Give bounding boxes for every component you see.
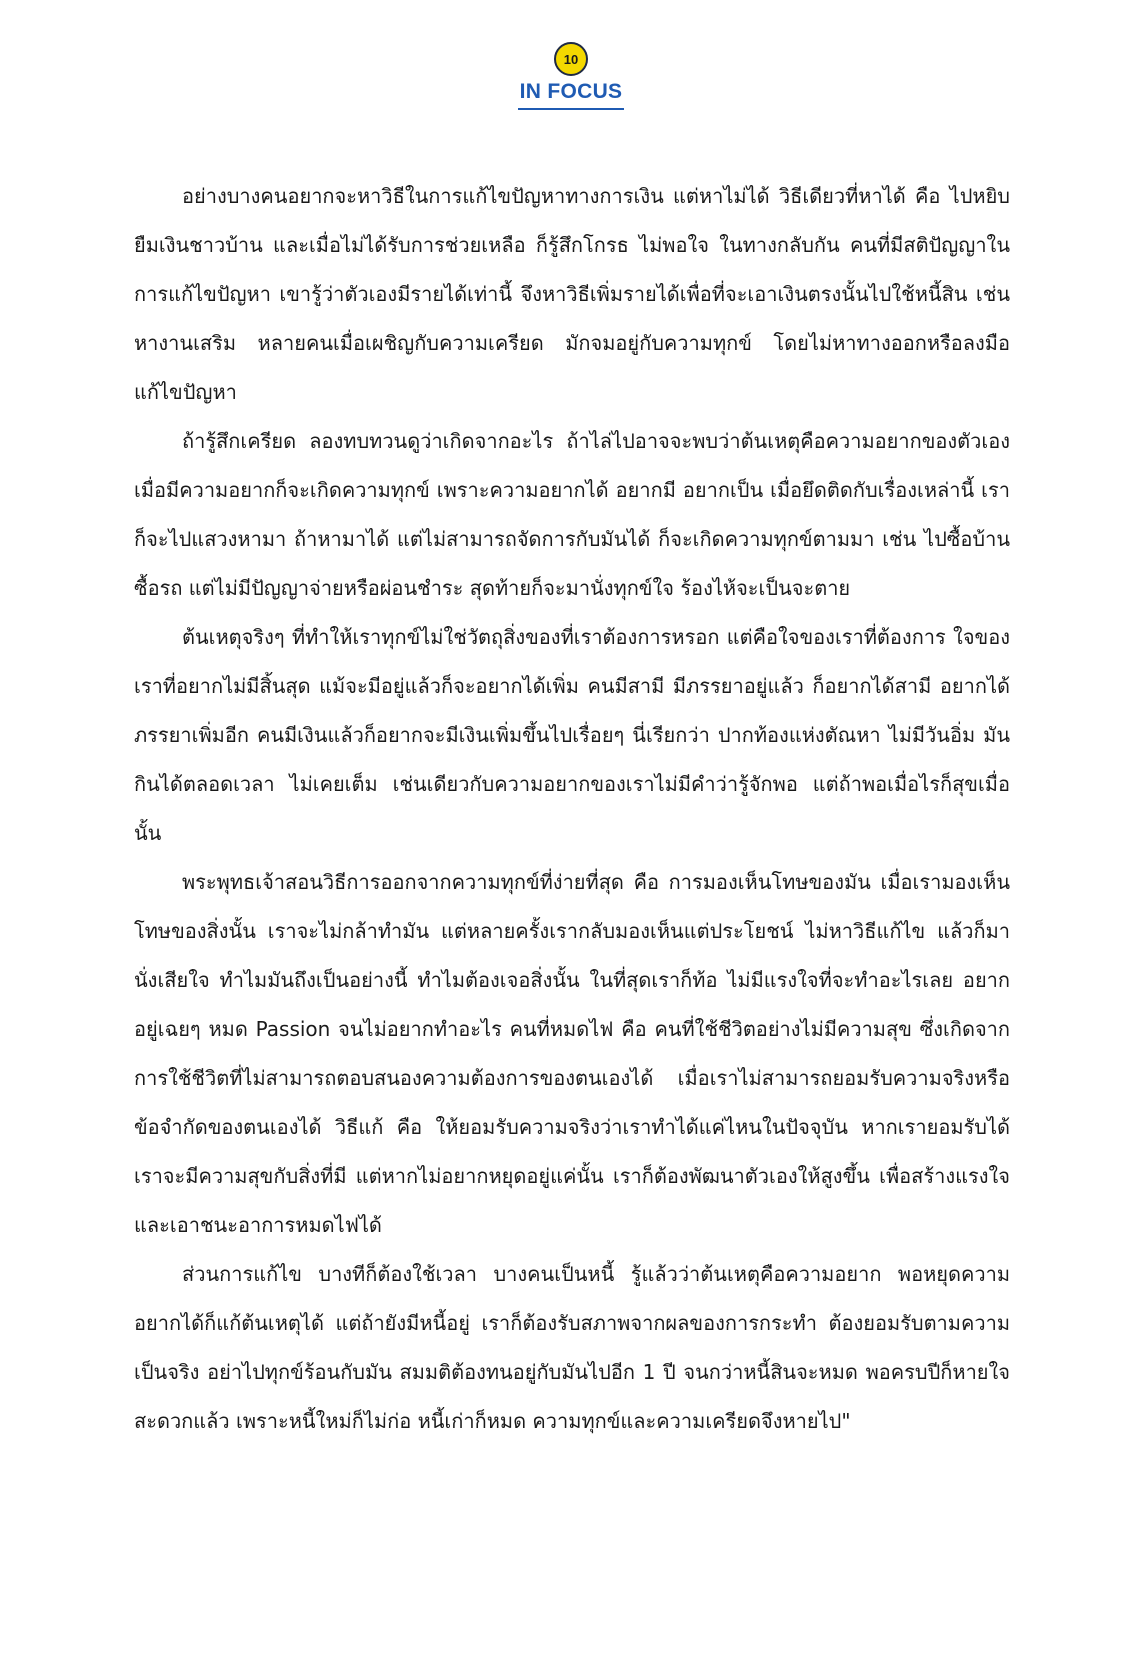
- section-title: IN FOCUS: [518, 80, 625, 110]
- page-header: [0, 42, 1142, 110]
- paragraph-3: ต้นเหตุจริงๆ ที่ทำให้เราทุกข์ไม่ใช่วัตถุสิ่งของที่เราต้องการหรอก แต่คือใจของเราที่ต้องการ ใจของเราที่อยากไม่มีสิ้นสุด แม้จะมีอยู่แล้วก็จะอยากได้เพิ่ม คนมีสามี มีภรรยาอยู่แล้ว ก็อยากได้สามี อยากได้ภรรยาเพิ่มอีก คนมีเงินแล้วก็อยากจะมีเงินเพิ่มขึ้นไปเรื่อยๆ นี่เรียกว่า ปากท้องแห่งตัณหา ไม่มีวันอิ่ม มันกินได้ตลอดเวลา ไม่เคยเต็ม เช่นเดียวกับความอยากของเราไม่มีคำว่ารู้จักพอ แต่ถ้าพอเมื่อไรก็สุขเมื่อนั้น: [134, 625, 1010, 845]
- paragraph-5: ส่วนการแก้ไข บางทีก็ต้องใช้เวลา บางคนเป็นหนี้ รู้แล้วว่าต้นเหตุคือความอยาก พอหยุดความอยากได้ก็แก้ต้นเหตุได้ แต่ถ้ายังมีหนี้อยู่ เราก็ต้องรับสภาพจากผลของการกระทำ ต้องยอมรับตามความเป็นจริง อย่าไปทุกข์ร้อนกับมัน สมมติต้องทนอยู่กับมันไปอีก 1 ปี จนกว่าหนี้สินจะหมด พอครบปีก็หายใจสะดวกแล้ว เพราะหนี้ใหม่ก็ไม่ก่อ หนี้เก่าก็หมด ความทุกข์และความเครียดจึงหายไป": [134, 1262, 1010, 1433]
- paragraph-4: พระพุทธเจ้าสอนวิธีการออกจากความทุกข์ที่ง่ายที่สุด คือ การมองเห็นโทษของมัน เมื่อเรามองเห็นโทษของสิ่งนั้น เราจะไม่กล้าทำมัน แต่หลายครั้งเรากลับมองเห็นแต่ประโยชน์ ไม่หาวิธีแก้ไข แล้วก็มานั่งเสียใจ ทำไมมันถึงเป็นอย่างนี้ ทำไมต้องเจอสิ่งนั้น ในที่สุดเราก็ท้อ ไม่มีแรงใจที่จะทำอะไรเลย อยากอยู่เฉยๆ หมด Passion จนไม่อยากทำอะไร คนที่หมดไฟ คือ คนที่ใช้ชีวิตอย่างไม่มีความสุข ซึ่งเกิดจากการใช้ชีวิตที่ไม่สามารถตอบสนองความต้องการของตนเองได้ เมื่อเราไม่สามารถยอมรับความจริงหรือข้อจำกัดของตนเองได้ วิธีแก้ คือ ให้ยอมรับความจริงว่าเราทำได้แค่ไหนในปัจจุบัน หากเรายอมรับได้ เราจะมีความสุขกับสิ่งที่มี แต่หากไม่อยากหยุดอยู่แค่นั้น เราก็ต้องพัฒนาตัวเองให้สูงขึ้น เพื่อสร้างแรงใจและเอาชนะอาการหมดไฟได้: [134, 870, 1010, 1237]
- paragraph-1: อย่างบางคนอยากจะหาวิธีในการแก้ไขปัญหาทางการเงิน แต่หาไม่ได้ วิธีเดียวที่หาได้ คือ ไปหยิบยืมเงินชาวบ้าน และเมื่อไม่ได้รับการช่วยเหลือ ก็รู้สึกโกรธ ไม่พอใจ ในทางกลับกัน คนที่มีสติปัญญาในการแก้ไขปัญหา เขารู้ว่าตัวเองมีรายได้เท่านี้ จึงหาวิธีเพิ่มรายได้เพื่อที่จะเอาเงินตรงนั้นไปใช้หนี้สิน เช่น หางานเสริม หลายคนเมื่อเผชิญกับความเครียด มักจมอยู่กับความทุกข์ โดยไม่หาทางออกหรือลงมือแก้ไขปัญหา: [134, 184, 1010, 404]
- article-body: [134, 172, 1010, 1446]
- page-number-badge: 10: [554, 42, 588, 76]
- paragraph-2: ถ้ารู้สึกเครียด ลองทบทวนดูว่าเกิดจากอะไร ถ้าไล่ไปอาจจะพบว่าต้นเหตุคือความอยากของตัวเอง เมื่อมีความอยากก็จะเกิดความทุกข์ เพราะความอยากได้ อยากมี อยากเป็น เมื่อยึดติดกับเรื่องเหล่านี้ เราก็จะไปแสวงหามา ถ้าหามาได้ แต่ไม่สามารถจัดการกับมันได้ ก็จะเกิดความทุกข์ตามมา เช่น ไปซื้อบ้าน ซื้อรถ แต่ไม่มีปัญญาจ่ายหรือผ่อนชำระ สุดท้ายก็จะมานั่งทุกข์ใจ ร้องไห้จะเป็นจะตาย: [134, 429, 1010, 600]
